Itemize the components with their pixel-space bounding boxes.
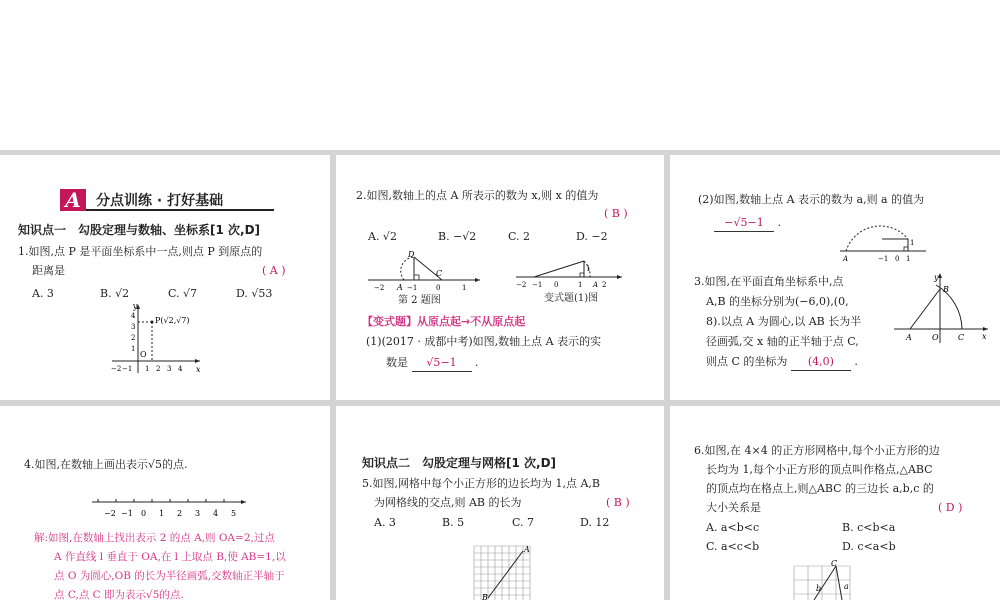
variant-1-line1: (1)(2017 · 成都中考)如图,数轴上点 A 表示的实 (366, 335, 602, 348)
q4-tick-2: 2 (177, 509, 183, 518)
q3-label-b: B (943, 285, 949, 294)
q1-text-line2: 距离是 (32, 264, 65, 277)
variant-2-end: . (777, 216, 781, 229)
q4-tick-0: 0 (141, 509, 147, 518)
banner-letter: A (60, 189, 86, 211)
variant-tick-1: 1 (578, 281, 583, 289)
origin-label: O (140, 350, 147, 359)
q6-grid-figure (792, 556, 862, 600)
q5-line2: 为网格线的交点,则 AB 的长为 (374, 496, 522, 509)
variant-1-end: . (475, 356, 479, 369)
x-axis-label: x (196, 365, 201, 374)
x-tick-neg1: −1 (122, 365, 133, 373)
q2-label-a: A (397, 283, 403, 292)
panel-6 (670, 406, 1000, 600)
banner-title: 分点训练 · 打好基础 (96, 193, 224, 209)
q3-label-x: x (982, 332, 987, 341)
variant-1-line2 (386, 354, 479, 372)
q5-option-b: B. 5 (442, 516, 465, 529)
q3-label-a: A (906, 333, 912, 342)
variant-number-line-figure (514, 251, 626, 291)
q4-solution-line3: 点 O 为圆心,OB 的长为半径画弧,交数轴正半轴于 (54, 570, 285, 582)
q6-answer: ( D ) (938, 501, 963, 514)
q2-option-c: C. 2 (508, 230, 531, 243)
q3-label-y: y (934, 273, 939, 282)
y-tick-2: 2 (131, 334, 136, 342)
variant-2-figure (838, 217, 928, 263)
q1-coordinate-figure (108, 301, 208, 377)
variant-1-answer: √5−1 (412, 354, 472, 372)
q6-label-b: b (816, 584, 822, 593)
variant-label-one: 1 (586, 265, 591, 273)
q1-option-b: B. √2 (100, 287, 130, 300)
panel-2 (336, 155, 664, 400)
q3-last-prefix: 则点 C 的坐标为 (706, 355, 788, 368)
variant-tick-0: 0 (554, 281, 559, 289)
panel-4 (0, 406, 330, 600)
variant-figure-caption: 变式题(1)图 (544, 293, 599, 304)
variant-2-tick-0: 0 (895, 255, 900, 263)
q5-label-a: A (524, 545, 530, 554)
q3-line2: A,B 的坐标分别为(−6,0),(0, (706, 295, 849, 308)
q2-figure-caption: 第 2 题图 (398, 295, 441, 306)
variant-2-answer-line (714, 214, 781, 232)
q3-label-c: C (958, 333, 965, 342)
q4-tick-neg2: −2 (104, 509, 116, 518)
q2-tick-neg2: −2 (374, 284, 385, 292)
q6-line3: 的顶点均在格点上,则△ABC 的三边长 a,b,c 的 (706, 482, 934, 495)
q4-tick-3: 3 (195, 509, 201, 518)
q6-option-b: B. c<b<a (842, 521, 896, 534)
q1-option-a: A. 3 (32, 287, 54, 300)
q3-line4: 径画弧,交 x 轴的正半轴于点 C, (706, 335, 859, 348)
y-tick-3: 3 (131, 323, 136, 331)
q4-tick-neg1: −1 (121, 509, 133, 518)
q4-tick-1: 1 (159, 509, 165, 518)
variant-label-a: A (593, 281, 599, 289)
q4-solution-line1: 解:如图,在数轴上找出表示 2 的点 A,则 OA=2,过点 (34, 532, 275, 544)
q4-solution-line2: A 作直线 l 垂直于 OA,在 l 上取点 B,使 AB=1,以 (54, 551, 286, 563)
q5-option-c: C. 7 (512, 516, 535, 529)
q2-tick-0: 0 (436, 284, 441, 292)
q2-label-c: C (436, 269, 443, 278)
q2-option-b: B. −√2 (438, 230, 477, 243)
x-tick-neg2: −2 (111, 365, 122, 373)
q5-option-a: A. 3 (374, 516, 396, 529)
q3-label-o: O (932, 333, 939, 342)
q3-line5 (706, 353, 858, 371)
q5-grid-figure (470, 542, 540, 600)
q4-text: 4.如图,在数轴上画出表示√5的点. (24, 458, 188, 471)
x-tick-4: 4 (178, 365, 183, 373)
section-banner (60, 189, 274, 211)
q3-line1: 3.如图,在平面直角坐标系中,点 (694, 275, 844, 288)
q6-label-c: C (831, 559, 838, 568)
q4-number-line (90, 490, 250, 524)
variant-2-one-label: 1 (910, 239, 915, 247)
q5-option-d: D. 12 (580, 516, 610, 529)
q1-option-c: C. √7 (168, 287, 198, 300)
q3-answer: (4,0) (791, 353, 851, 371)
q1-text-line1: 1.如图,点 P 是平面坐标系中一点,则点 P 到原点的 (18, 245, 263, 258)
q2-option-d: D. −2 (576, 230, 608, 243)
q1-option-d: D. √53 (236, 287, 273, 300)
q4-tick-5: 5 (231, 509, 237, 518)
x-tick-3: 3 (167, 365, 172, 373)
q6-line4: 大小关系是 (706, 501, 761, 514)
q3-end: . (854, 355, 858, 368)
variant-2-tick-neg1: −1 (878, 255, 889, 263)
q2-text: 2.如图,数轴上的点 A 所表示的数为 x,则 x 的值为 (356, 189, 599, 202)
q6-line1: 6.如图,在 4×4 的正方形网格中,每个小正方形的边 (694, 444, 940, 457)
q5-answer: ( B ) (606, 496, 630, 509)
y-axis-label: y (133, 302, 138, 311)
q4-solution-line4: 点 C,点 C 即为表示√5的点. (54, 589, 184, 600)
q3-coordinate-figure (892, 271, 992, 347)
q2-tick-neg1: −1 (407, 284, 418, 292)
y-tick-4: 4 (131, 312, 136, 320)
y-tick-1: 1 (131, 345, 136, 353)
section-heading: 知识点一 勾股定理与数轴、坐标系[1 次,D] (18, 223, 261, 237)
variant-2-tick-1: 1 (906, 255, 911, 263)
panel-1 (0, 155, 330, 400)
point-p-label: P(√2,√7) (155, 316, 190, 325)
q3-line3: 8).以点 A 为圆心,以 AB 长为半 (706, 315, 862, 328)
q2-label-d: D (408, 250, 415, 259)
section-heading-2: 知识点二 勾股定理与网格[1 次,D] (362, 456, 557, 470)
variant-tick-2: 2 (602, 281, 607, 289)
q2-answer: ( B ) (604, 207, 628, 220)
variant-title: 【变式题】从原点起→不从原点起 (362, 315, 526, 328)
q1-answer: ( A ) (262, 264, 286, 277)
panel-3 (670, 155, 1000, 400)
variant-2-line1: (2)如图,数轴上点 A 表示的数为 a,则 a 的值为 (698, 193, 925, 206)
q2-option-a: A. √2 (368, 230, 397, 243)
variant-2-answer: −√5−1 (714, 214, 774, 232)
variant-tick-neg1: −1 (532, 281, 543, 289)
variant-tick-neg2: −2 (516, 281, 527, 289)
q6-label-a: a (844, 582, 849, 591)
top-blank-area (0, 0, 1000, 150)
q4-tick-4: 4 (213, 509, 219, 518)
q2-number-line-figure (364, 247, 484, 293)
q2-tick-1: 1 (462, 284, 467, 292)
q6-option-c: C. a<c<b (706, 540, 760, 553)
q5-label-b: B (482, 593, 488, 600)
q5-line1: 5.如图,网格中每个小正方形的边长均为 1,点 A,B (362, 477, 601, 490)
panel-5 (336, 406, 664, 600)
q6-option-d: D. c<a<b (842, 540, 896, 553)
variant-1-prefix: 数是 (386, 356, 408, 369)
x-tick-1: 1 (145, 365, 150, 373)
q6-option-a: A. a<b<c (706, 521, 760, 534)
variant-2-label-a: A (843, 255, 849, 263)
x-tick-2: 2 (156, 365, 161, 373)
q6-line2: 长均为 1,每个小正方形的顶点叫作格点,△ABC (706, 463, 933, 476)
